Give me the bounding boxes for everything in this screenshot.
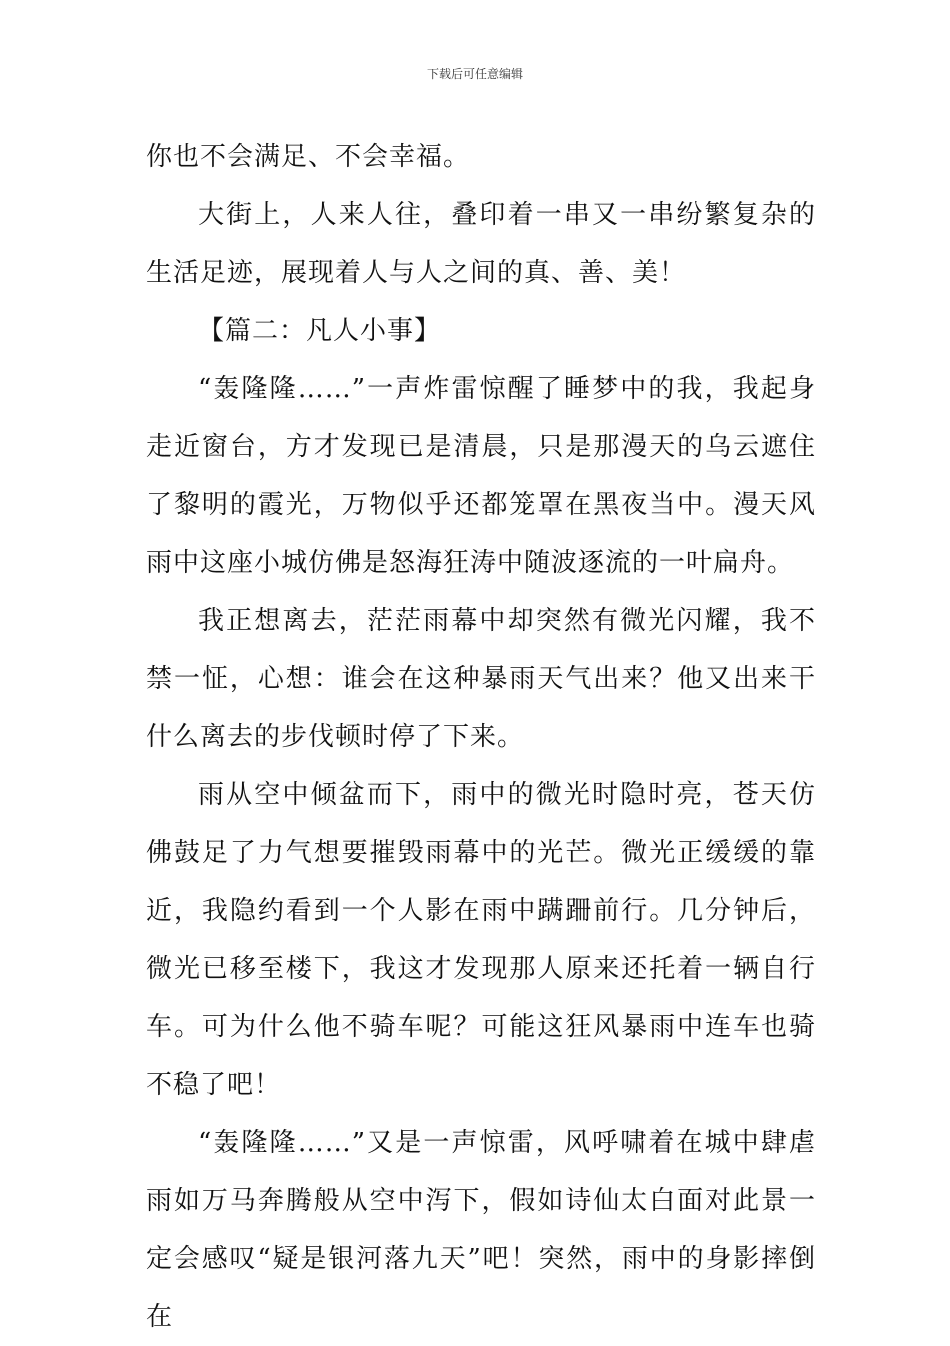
page-header: 下载后可任意编辑 xyxy=(426,67,523,81)
paragraph-4: 我正想离去，茫茫雨幕中却突然有微光闪耀，我不禁一怔，心想：谁会在这种暴雨天气出来？他又出来干什么离去的步伐顿时停了下来。 xyxy=(146,606,816,752)
paragraph-3: “轰隆隆……”一声炸雷惊醒了睡梦中的我，我起身走近窗台，方才发现已是清晨，只是那漫天的乌云遮住了黎明的霞光，万物似乎还都笼罩在黑夜当中。漫天风雨中这座小城仿佛是怒海狂涛中随波逐流的一叶扁舟。 xyxy=(146,374,816,578)
paragraph-5: 雨从空中倾盆而下，雨中的微光时隐时亮，苍天仿佛鼓足了力气想要摧毁雨幕中的光芒。微光正缓缓的靠近，我隐约看到一个人影在雨中蹒跚前行。几分钟后，微光已移至楼下，我这才发现那人原来还托着一辆自行车。可为什么他不骑车呢？可能这狂风暴雨中连车也骑不稳了吧！ xyxy=(146,780,816,1100)
paragraph-2: 大街上，人来人往，叠印着一串又一串纷繁复杂的生活足迹，展现着人与人之间的真、善、美！ xyxy=(146,200,816,288)
paragraph-1: 你也不会满足、不会幸福。 xyxy=(146,142,471,172)
body-text xyxy=(146,128,816,1346)
section-title: 【篇二：凡人小事】 xyxy=(198,316,442,346)
paragraph-6: “轰隆隆……”又是一声惊雷，风呼啸着在城中肆虐雨如万马奔腾般从空中泻下，假如诗仙太白面对此景一定会感叹“疑是银河落九天”吧！突然，雨中的身影摔倒在 xyxy=(146,1128,816,1332)
